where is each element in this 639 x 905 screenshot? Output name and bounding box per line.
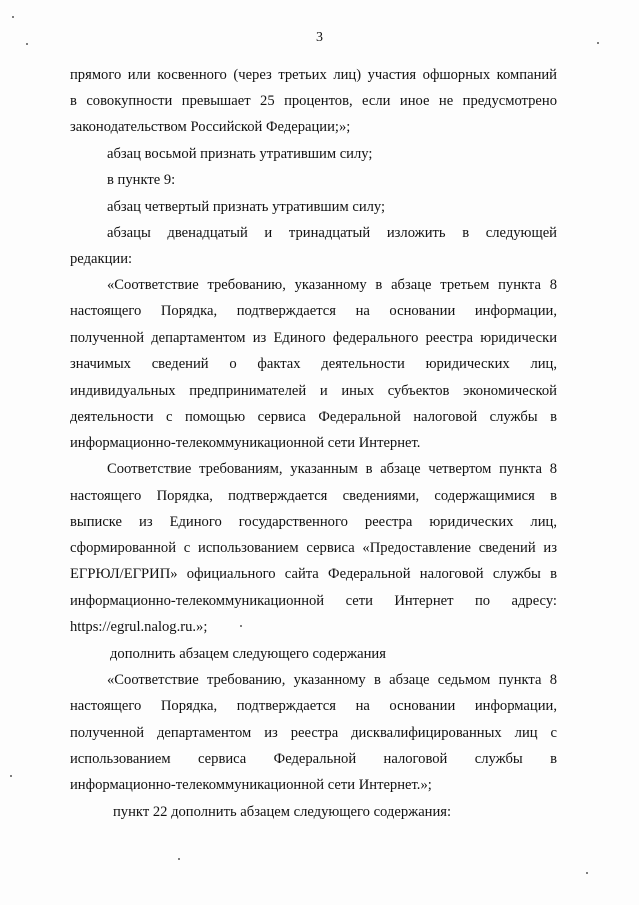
text-line: информационно-телекоммуникационной сети Интернет по адресу:	[70, 593, 557, 609]
text-line: Соответствие требованиям, указанным в абзаце четвертом пункта 8	[107, 461, 557, 477]
page-number: 3	[316, 30, 323, 45]
text-line: абзац восьмой признать утратившим силу;	[107, 146, 373, 162]
text-line: https://egrul.nalog.ru.»;	[70, 619, 208, 635]
text-line: информационно-телекоммуникационной сети Интернет.	[70, 435, 421, 451]
text-line: использованием сервиса Федеральной налоговой службы в	[70, 751, 557, 767]
text-line: прямого или косвенного (через третьих лиц) участия офшорных компаний	[70, 67, 557, 83]
text-line: дополнить абзацем следующего содержания	[110, 646, 386, 662]
scan-speck	[10, 775, 12, 777]
scan-speck	[240, 625, 242, 627]
scan-speck	[178, 858, 180, 860]
text-line: в совокупности превышает 25 процентов, если иное не предусмотрено	[70, 93, 557, 109]
text-line: абзац четвертый признать утратившим силу;	[107, 199, 386, 215]
text-line: редакции:	[70, 251, 133, 267]
text-line: абзацы двенадцатый и тринадцатый изложить в следующей	[107, 225, 557, 241]
text-line: ЕГРЮЛ/ЕГРИП» официального сайта Федеральной налоговой службы в	[70, 566, 557, 582]
text-line: «Соответствие требованию, указанному в абзаце третьем пункта 8	[107, 277, 557, 293]
scan-speck	[12, 16, 14, 18]
text-line: деятельности с помощью сервиса Федеральной налоговой службы в	[70, 409, 557, 425]
text-line: настоящего Порядка, подтверждается сведениями, содержащимися в	[70, 488, 557, 504]
text-line: «Соответствие требованию, указанному в абзаце седьмом пункта 8	[107, 672, 557, 688]
scan-speck	[586, 872, 588, 874]
text-line: информационно-телекоммуникационной сети Интернет.»;	[70, 777, 432, 793]
text-line: сформированной с использованием сервиса «Предоставление сведений из	[70, 540, 557, 556]
text-line: пункт 22 дополнить абзацем следующего содержания:	[113, 804, 452, 820]
text-line: выписке из Единого государственного реестра юридических лиц,	[70, 514, 557, 530]
text-line: значимых сведений о фактах деятельности юридических лиц,	[70, 356, 557, 372]
text-line: полученной департаментом из реестра дисквалифицированных лиц с	[70, 725, 557, 741]
text-line: настоящего Порядка, подтверждается на основании информации,	[70, 303, 557, 319]
text-line: индивидуальных предпринимателей и иных субъектов экономической	[70, 383, 557, 399]
scan-speck	[597, 42, 599, 44]
text-line: в пункте 9:	[107, 172, 176, 188]
text-line: законодательством Российской Федерации;»;	[70, 119, 351, 135]
text-line: полученной департаментом из Единого федерального реестра юридически	[70, 330, 557, 346]
text-line: настоящего Порядка, подтверждается на основании информации,	[70, 698, 557, 714]
scan-speck	[26, 43, 28, 45]
